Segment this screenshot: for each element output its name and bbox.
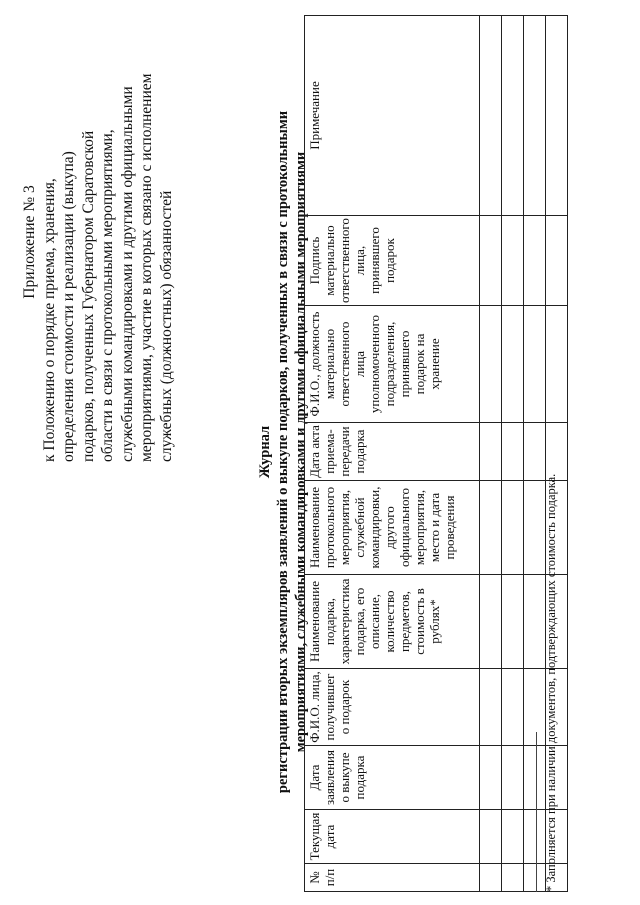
table-cell — [502, 16, 524, 216]
table-cell — [524, 216, 546, 306]
appendix-line: определения стоимости и реализации (выкупа) — [60, 151, 77, 462]
table-cell — [480, 423, 502, 481]
column-header: Подпись материально ответственного лица, принявшего подарок — [305, 216, 480, 306]
table-cell — [502, 481, 524, 575]
journal-table — [304, 15, 568, 892]
table-row — [524, 16, 546, 892]
document-page — [20, 12, 620, 892]
footnote-separator — [536, 732, 537, 892]
appendix-line: к Положению о порядке приема, хранения, — [40, 178, 58, 462]
table-cell — [524, 575, 546, 669]
table-cell — [502, 810, 524, 864]
column-header: Текущая дата — [305, 810, 480, 864]
table-cell — [502, 669, 524, 746]
appendix-line: области в связи с протокольными мероприятиями, — [99, 129, 116, 462]
table-cell — [502, 306, 524, 423]
table-cell — [524, 16, 546, 216]
table-cell — [480, 216, 502, 306]
table-cell — [524, 864, 546, 892]
table-cell — [480, 746, 502, 810]
column-header: Дата акта приема-передачи подарка — [305, 423, 480, 481]
table-cell — [524, 481, 546, 575]
table-cell — [524, 746, 546, 810]
appendix-text — [40, 22, 177, 462]
table-row — [502, 16, 524, 892]
table-cell — [502, 864, 524, 892]
journal-subtitle-line: регистрации вторых экземпляров заявлений о выкупе подарков, полученных в связи с протокольными — [275, 110, 291, 794]
column-header: Ф.И.О., должность материально ответственного лица уполномоченного подразделения, принявшего подарок на хранение — [305, 306, 480, 423]
appendix-line: служебными командировками и другими официальными — [118, 86, 136, 462]
appendix-line: мероприятиями, участие в которых связано с исполнением — [138, 73, 155, 462]
table-cell — [502, 216, 524, 306]
table-row — [480, 16, 502, 892]
table-cell — [480, 306, 502, 423]
appendix-block — [20, 22, 176, 462]
appendix-line: служебных (должностных) обязанностей — [157, 190, 175, 462]
appendix-title: Приложение № 3 — [21, 185, 38, 299]
column-header: Наименование подарка, характеристика подарка, его описание, количество предметов, стоимость в рублях* — [305, 575, 480, 669]
column-header: Наименование протокольного мероприятия, служебной командировки, другого официального мероприятия, место и дата проведения — [305, 481, 480, 575]
table-cell — [480, 864, 502, 892]
table-cell — [502, 423, 524, 481]
table-cell — [524, 423, 546, 481]
journal-title: Журнал — [257, 425, 273, 479]
column-header: Дата заявления о выкупе подарка — [305, 746, 480, 810]
table-cell — [480, 669, 502, 746]
journal-subtitle-line: мероприятиями, служебными командировками и другими официальными мероприятиями — [293, 151, 309, 753]
table-cell — [524, 810, 546, 864]
appendix-line: подарков, полученных Губернатором Саратовской — [79, 130, 97, 462]
table-cell — [502, 575, 524, 669]
table-cell — [480, 810, 502, 864]
table-cell — [480, 481, 502, 575]
table-cell — [480, 16, 502, 216]
table-cell — [502, 746, 524, 810]
table-cell — [524, 306, 546, 423]
column-header: Ф.И.О. лица, получившего подарок — [305, 669, 480, 746]
table-header-row — [305, 16, 480, 892]
column-header: № п/п — [305, 864, 480, 892]
journal-heading — [256, 12, 310, 892]
table-cell — [480, 575, 502, 669]
footnote: * Заполняется при наличии документов, подтверждающих стоимость подарка. — [544, 473, 558, 892]
table-cell — [524, 669, 546, 746]
column-header: Примечание — [305, 16, 480, 216]
